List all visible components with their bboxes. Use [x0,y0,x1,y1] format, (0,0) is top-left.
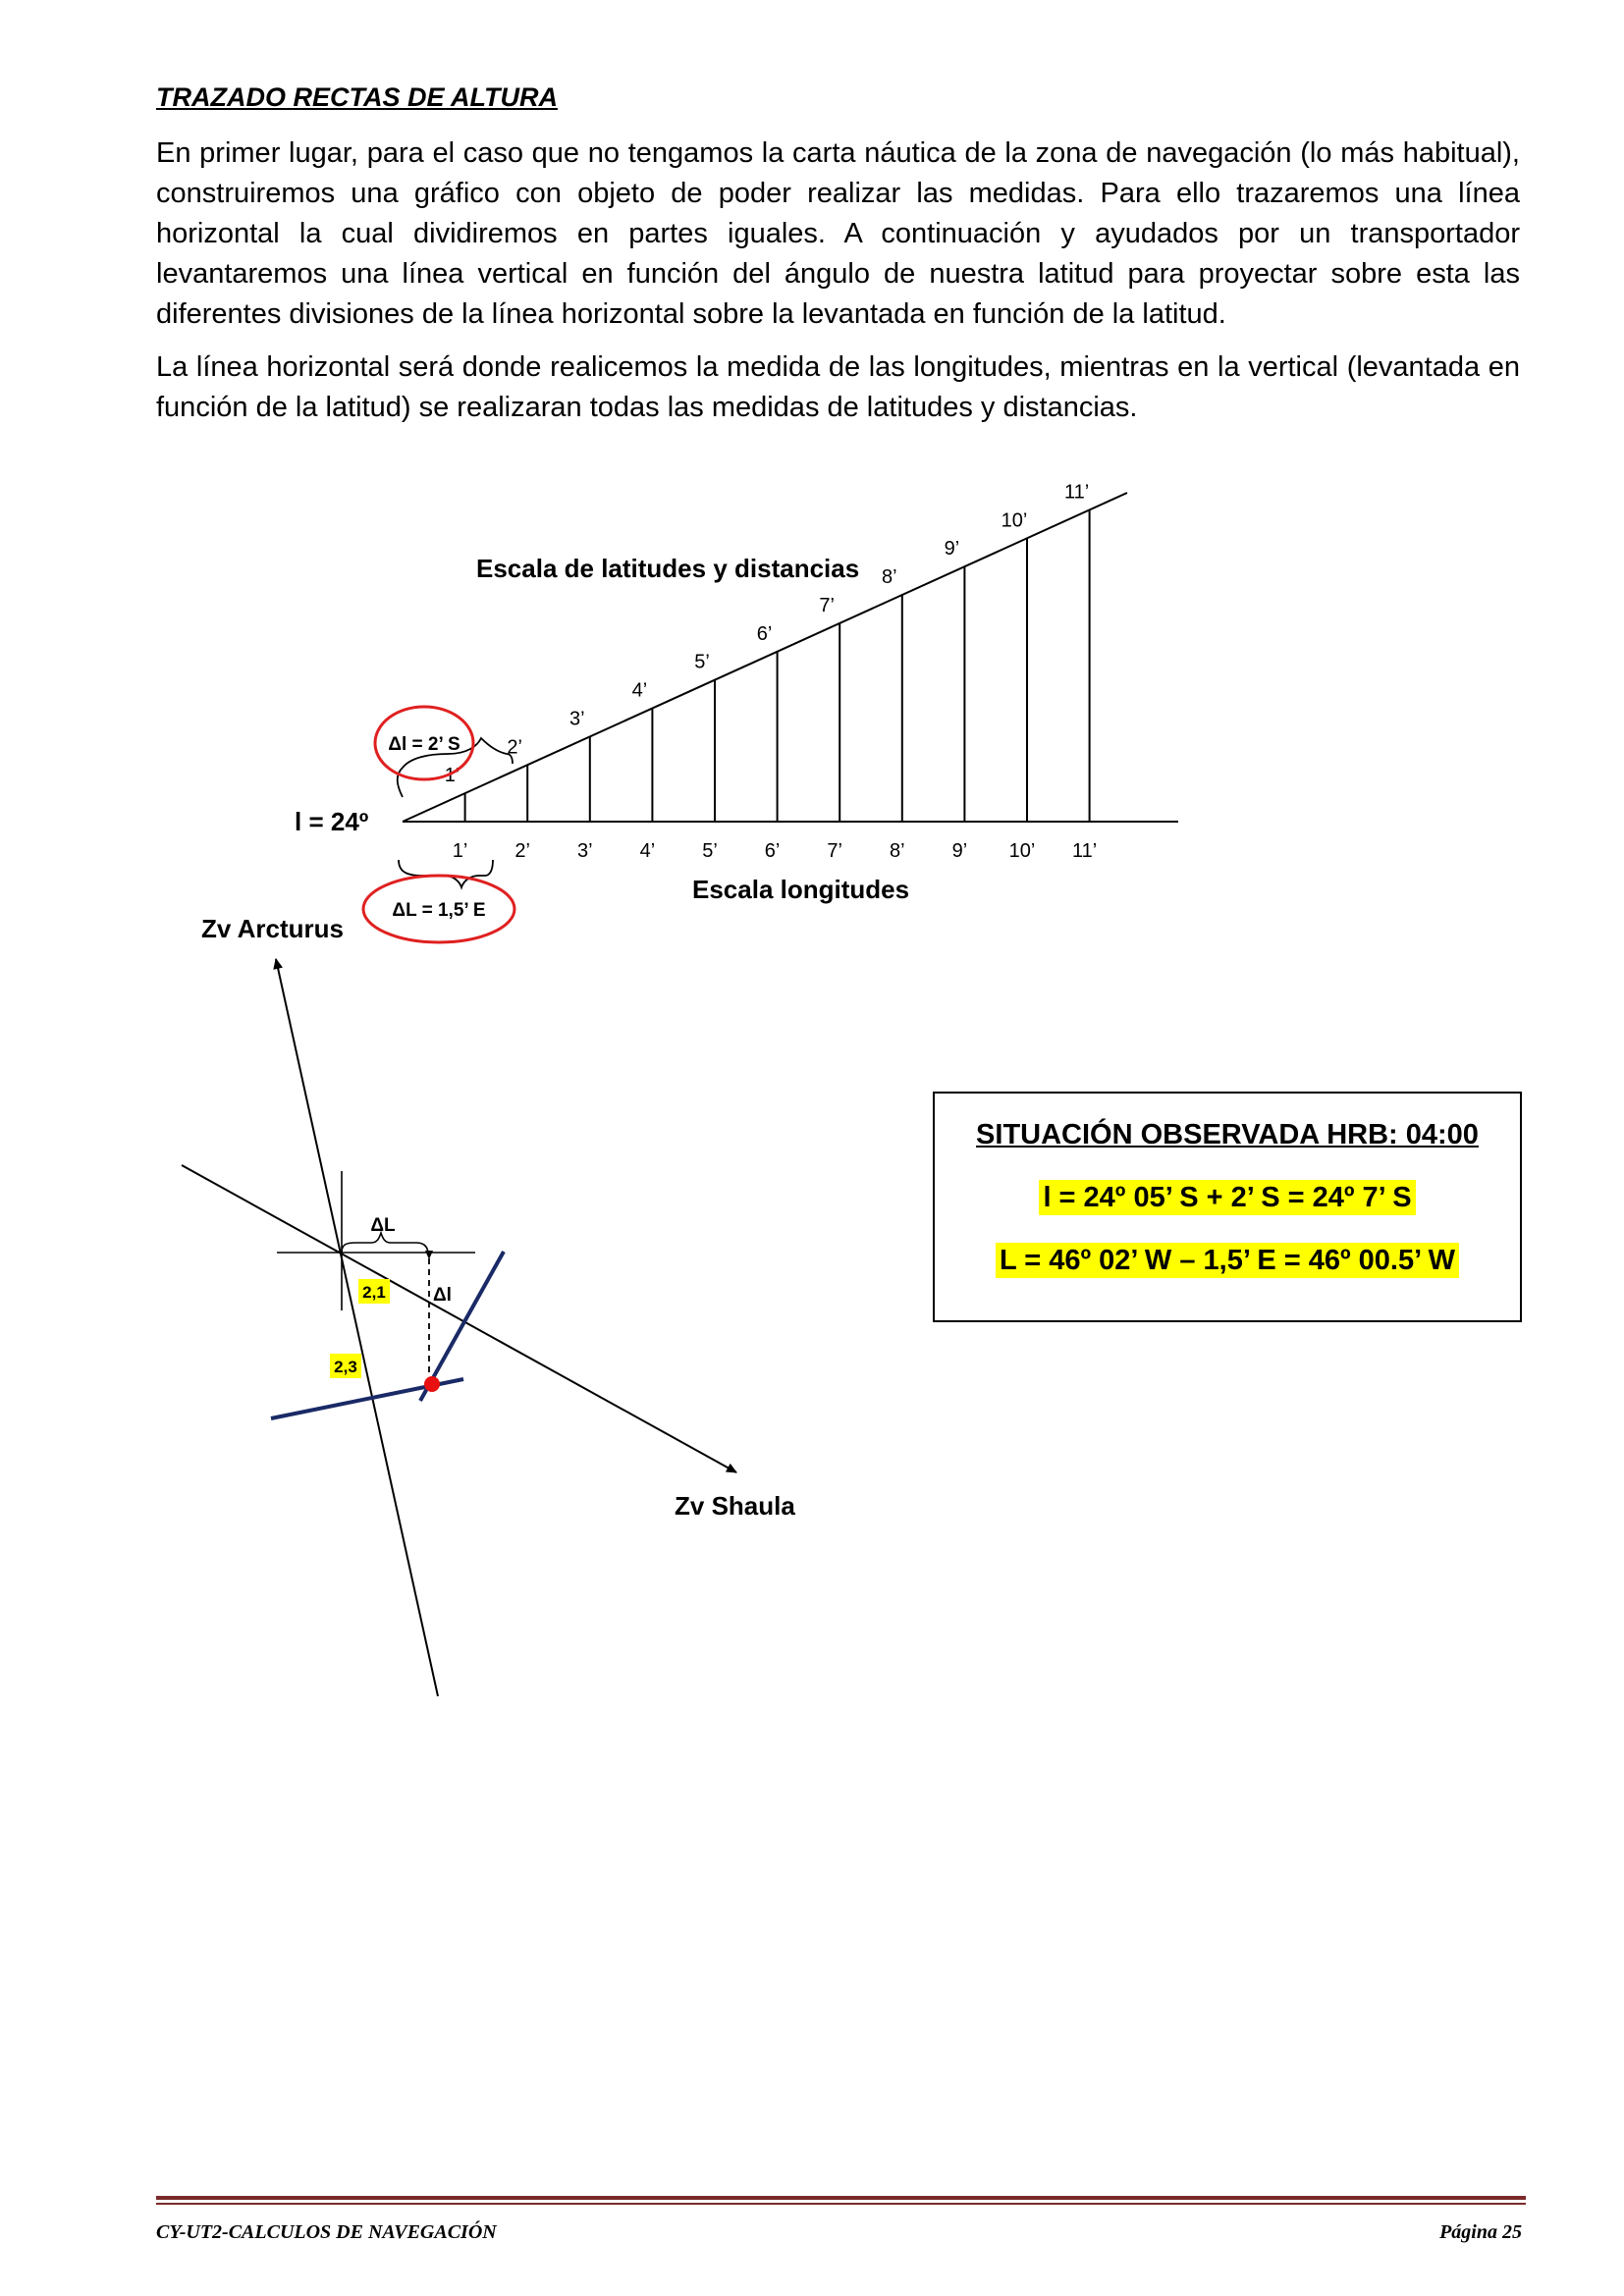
intro-paragraph: En primer lugar, para el caso que no tengamos la carta náutica de la zona de navegación (lo más habitual), construiremos una gráfico con objeto de poder realizar las medidas. Para ello trazaremos una línea horizontal la cual dividiremos en partes iguales. A continuación y ayudados por un transportador levantaremos una línea vertical en función del ángulo de nuestra latitud para proyectar sobre esta las diferentes divisiones de la línea horizontal sobre la levantada en función de la latitud. [156,137,1520,330]
arcturus-azimuth-line [276,959,438,1696]
delta-l-plot-label: Δl [433,1285,452,1306]
latitude-tick-7: 7’ [819,594,835,616]
plot-diagram [182,914,795,1696]
longitude-tick-1: 1’ [452,840,468,862]
situation-longitude [935,1245,1520,1277]
shaula-azimuth-line [182,1165,736,1472]
situation-latitude [935,1182,1520,1214]
longitude-tick-10: 10’ [1008,840,1036,862]
scale-diagram [295,481,1178,942]
latitude-tick-11: 11’ [1063,481,1090,504]
delta-L-label: ΔL = 1,5’ E [392,900,486,921]
latitude-tick-9: 9’ [944,538,960,561]
longitude-tick-5: 5’ [702,840,718,862]
footer-rule [156,2196,1526,2200]
situation-title: SITUACIÓN OBSERVADA HRB: 04:00 [976,1119,1479,1150]
latitude-scale-title: Escala de latitudes y distancias [476,554,860,583]
longitude-tick-9: 9’ [951,840,968,862]
latitude-angle-label: l = 24º [295,807,369,836]
section-heading: TRAZADO RECTAS DE ALTURA [156,82,558,112]
delta-l-label: Δl = 2’ S [388,734,460,755]
longitude-tick-2: 2’ [514,840,530,862]
longitude-tick-8: 8’ [890,840,905,862]
observed-position-dot [424,1376,440,1392]
latitude-tick-5: 5’ [694,651,710,673]
distance-1-label: 2,1 [362,1283,386,1302]
longitude-scale-title: Escala longitudes [692,875,910,904]
longitude-tick-4: 4’ [639,840,656,862]
latitude-tick-labels [445,481,1089,786]
longitude-tick-7: 7’ [827,840,842,862]
latitude-tick-2: 2’ [507,736,522,759]
latitude-tick-1: 1’ [444,765,460,787]
longitude-tick-3: 3’ [577,840,593,862]
situation-longitude-text: L = 46º 02’ W – 1,5’ E = 46º 00.5’ W [996,1243,1459,1278]
delta-L-plot-brace [342,1233,428,1255]
longitude-tick-6: 6’ [764,840,781,862]
second-paragraph: La línea horizontal será donde realicemos la medida de las longitudes, mientras en la vertical (levantada en función de la latitud) se realizaran todas las medidas de latitudes y distancias. [156,351,1520,423]
footer-rule-thin [156,2203,1526,2205]
latitude-tick-8: 8’ [882,566,897,589]
distance-2-label: 2,3 [334,1358,357,1376]
latitude-tick-4: 4’ [631,679,648,702]
page-number: Página 25 [1439,2221,1522,2243]
delta-L-brace [399,860,493,887]
latitude-scale-line [403,493,1127,822]
latitude-tick-3: 3’ [569,708,585,730]
situation-box [933,1092,1522,1322]
latitude-tick-10: 10’ [1001,509,1028,532]
longitude-tick-labels [453,840,1097,862]
zv-shaula-label: Zv Shaula [675,1491,795,1521]
footer-title: CY-UT2-CALCULOS DE NAVEGACIÓN [156,2221,497,2243]
latitude-tick-6: 6’ [756,622,773,645]
longitude-tick-11: 11’ [1071,840,1098,862]
zv-arcturus-label: Zv Arcturus [201,914,344,943]
delta-L-plot-label: ΔL [370,1215,396,1236]
situation-latitude-text: l = 24º 05’ S + 2’ S = 24º 7’ S [1039,1180,1415,1215]
